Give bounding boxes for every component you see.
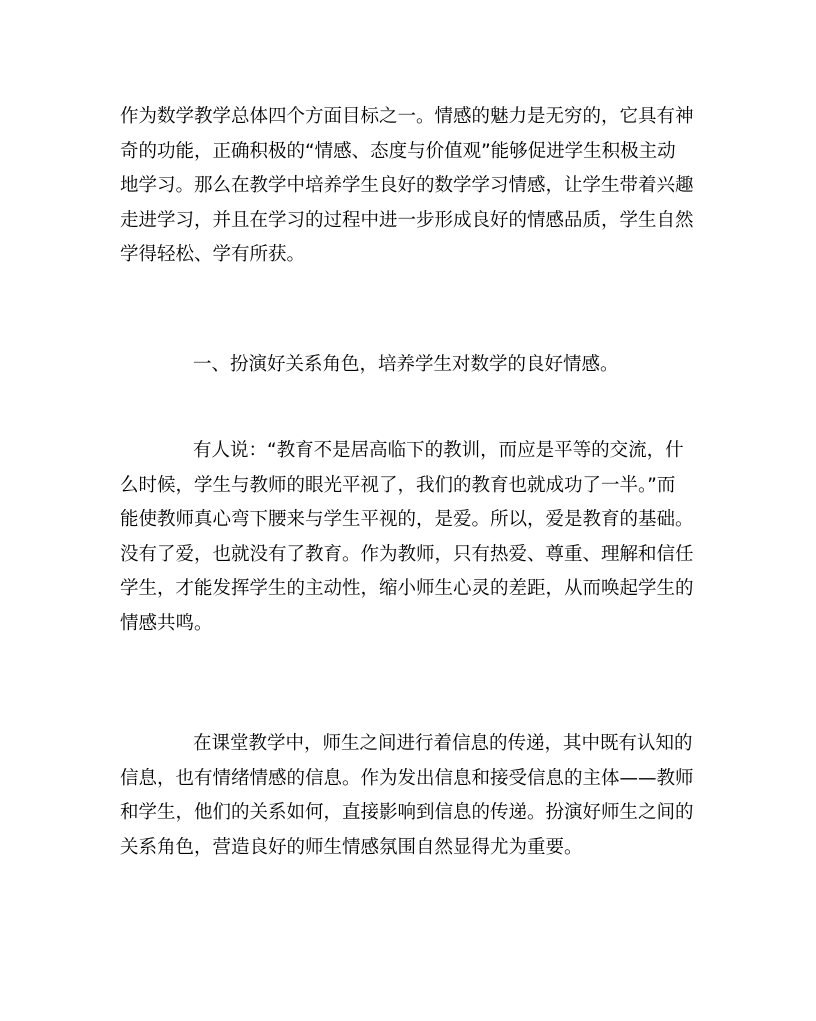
- text-line: 走进学习，并且在学习的过程中进一步形成良好的情感品质，学生自然: [120, 209, 694, 231]
- text-line: 奇的功能，正确积极的“情感、态度与价值观”能够促进学生积极主动: [120, 140, 676, 162]
- section-heading: [120, 348, 700, 383]
- paragraph-love: [120, 434, 700, 641]
- text-line: 学生，才能发挥学生的主动性，缩小师生心灵的差距，从而唤起学生的: [120, 578, 694, 599]
- paragraph-intro: [120, 100, 700, 273]
- text-line: 学得轻松、学有所获。: [120, 244, 306, 265]
- paragraph-classroom: [120, 727, 700, 865]
- heading-text: 一、扮演好关系角色，培养学生对数学的良好情感。: [193, 354, 619, 375]
- text-line: 和学生，他们的关系如何，直接影响到信息的传递。扮演好师生之间的: [120, 802, 694, 823]
- text-line: 信息，也有情绪情感的信息。作为发出信息和接受信息的主体——教师: [120, 767, 694, 789]
- text-line: 情感共鸣。: [120, 612, 213, 634]
- text-line: 么时候，学生与教师的眼光平视了，我们的教育也就成功了一半。”而: [120, 474, 676, 496]
- text-line: 能使教师真心弯下腰来与学生平视的，是爱。所以，爱是教育的基础。: [120, 509, 694, 530]
- text-line: 有人说：“教育不是居高临下的教训，而应是平等的交流，什: [193, 440, 684, 461]
- text-line: 地学习。那么在教学中培养学生良好的数学学习情感，让学生带着兴趣: [120, 175, 694, 196]
- text-line: 在课堂教学中，师生之间进行着信息的传递，其中既有认知的: [193, 733, 693, 754]
- text-line: 关系角色，营造良好的师生情感氛围自然显得尤为重要。: [120, 836, 583, 858]
- text-line: 没有了爱，也就没有了教育。作为教师，只有热爱、尊重、理解和信任: [120, 543, 694, 565]
- text-line: 作为数学教学总体四个方面目标之一。情感的魅力是无穷的，它具有神: [120, 106, 694, 127]
